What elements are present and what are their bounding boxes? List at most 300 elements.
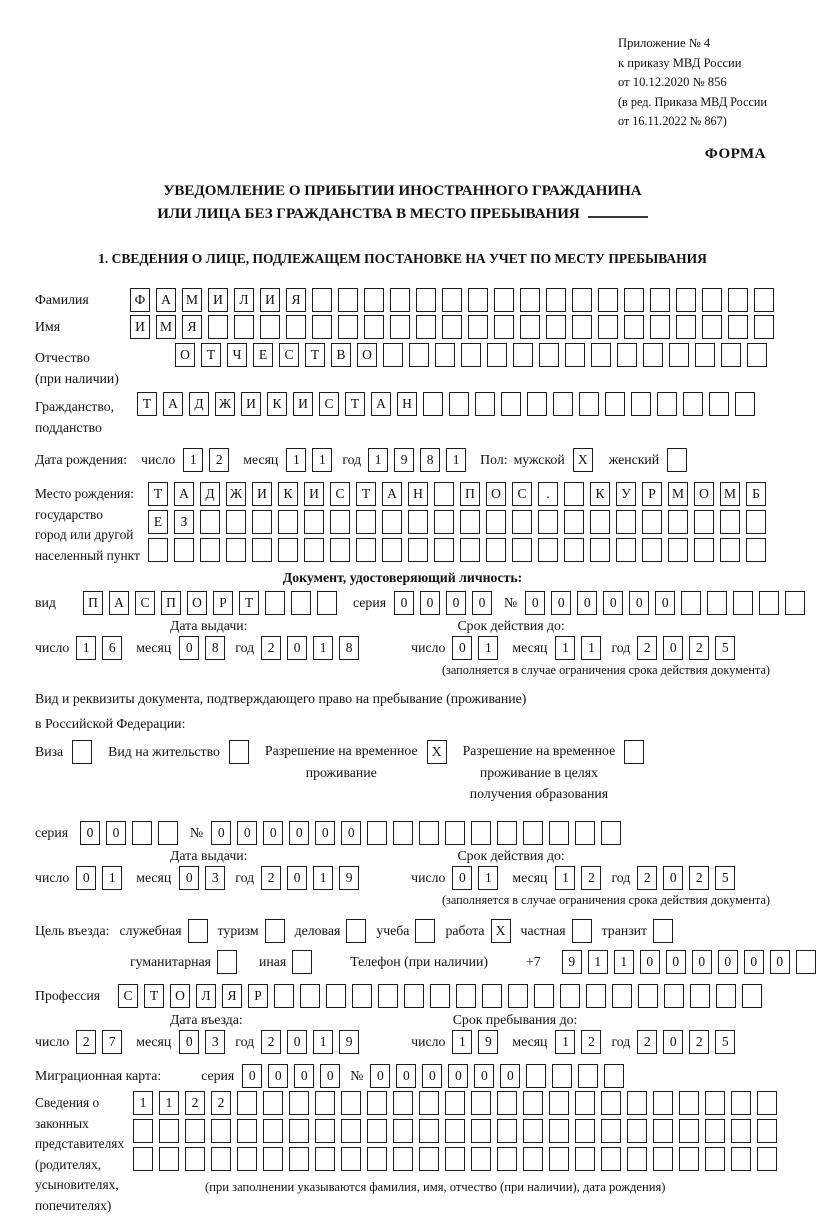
char-box[interactable]: 1 [478,866,498,890]
char-box[interactable] [460,510,480,534]
char-box[interactable] [404,984,424,1008]
char-box[interactable] [627,1091,647,1115]
char-box[interactable]: 1 [183,448,203,472]
char-box[interactable]: Л [196,984,216,1008]
char-box[interactable] [367,821,387,845]
char-box[interactable] [356,538,376,562]
char-box[interactable] [148,538,168,562]
char-box[interactable] [382,510,402,534]
char-box[interactable] [523,821,543,845]
char-box[interactable] [523,1091,543,1115]
char-box[interactable]: И [252,482,272,506]
char-box[interactable] [278,510,298,534]
char-box[interactable]: 1 [614,950,634,974]
char-box[interactable] [393,821,413,845]
char-box[interactable] [676,315,696,339]
char-box[interactable] [560,984,580,1008]
char-box[interactable] [601,1119,621,1143]
char-box[interactable] [733,591,753,615]
char-box[interactable]: 0 [525,591,545,615]
char-box[interactable] [731,1147,751,1171]
char-box[interactable]: 3 [205,1030,225,1054]
char-box[interactable]: 2 [261,636,281,660]
char-box[interactable] [237,1147,257,1171]
char-box[interactable]: 0 [663,636,683,660]
char-box[interactable]: 3 [205,866,225,890]
char-box[interactable]: И [293,392,313,416]
char-box[interactable]: Е [148,510,168,534]
char-box[interactable] [575,1119,595,1143]
char-box[interactable] [475,392,495,416]
char-box[interactable] [598,315,618,339]
char-box[interactable]: Я [286,288,306,312]
char-box[interactable] [229,740,249,764]
char-box[interactable] [461,343,481,367]
char-box[interactable] [393,1119,413,1143]
char-box[interactable] [226,510,246,534]
char-box[interactable] [546,288,566,312]
char-box[interactable]: X [491,919,511,943]
char-box[interactable] [552,1064,572,1088]
char-box[interactable]: С [319,392,339,416]
char-box[interactable] [631,392,651,416]
char-box[interactable] [513,343,533,367]
char-box[interactable] [572,919,592,943]
char-box[interactable]: М [668,482,688,506]
char-box[interactable] [575,821,595,845]
char-box[interactable]: А [371,392,391,416]
char-box[interactable] [728,315,748,339]
char-box[interactable]: 5 [715,866,735,890]
char-box[interactable]: 0 [692,950,712,974]
char-box[interactable] [326,984,346,1008]
char-box[interactable] [754,315,774,339]
char-box[interactable]: 0 [666,950,686,974]
char-box[interactable] [669,343,689,367]
char-box[interactable] [409,343,429,367]
char-box[interactable] [497,821,517,845]
char-box[interactable] [721,343,741,367]
char-box[interactable]: 8 [205,636,225,660]
char-box[interactable] [487,343,507,367]
char-box[interactable]: Д [189,392,209,416]
char-box[interactable]: 0 [106,821,126,845]
char-box[interactable] [408,510,428,534]
char-box[interactable] [419,821,439,845]
char-box[interactable] [274,984,294,1008]
char-box[interactable] [174,538,194,562]
char-box[interactable] [211,1119,231,1143]
char-box[interactable] [72,740,92,764]
char-box[interactable] [664,984,684,1008]
char-box[interactable]: 2 [689,636,709,660]
char-box[interactable]: 1 [102,866,122,890]
char-box[interactable]: . [538,482,558,506]
char-box[interactable] [757,1119,777,1143]
char-box[interactable]: М [720,482,740,506]
char-box[interactable] [705,1147,725,1171]
char-box[interactable] [512,510,532,534]
char-box[interactable] [668,538,688,562]
char-box[interactable] [720,538,740,562]
char-box[interactable]: 0 [474,1064,494,1088]
char-box[interactable] [728,288,748,312]
char-box[interactable] [356,510,376,534]
char-box[interactable] [286,315,306,339]
char-box[interactable] [643,343,663,367]
char-box[interactable] [512,538,532,562]
char-box[interactable] [415,919,435,943]
char-box[interactable] [539,343,559,367]
char-box[interactable]: С [330,482,350,506]
char-box[interactable] [538,538,558,562]
char-box[interactable] [434,538,454,562]
char-box[interactable]: X [427,740,447,764]
char-box[interactable] [549,821,569,845]
char-box[interactable] [486,510,506,534]
char-box[interactable] [158,821,178,845]
char-box[interactable] [315,1091,335,1115]
char-box[interactable] [133,1119,153,1143]
char-box[interactable]: 8 [420,448,440,472]
char-box[interactable]: 1 [555,866,575,890]
char-box[interactable] [364,315,384,339]
char-box[interactable]: 0 [80,821,100,845]
char-box[interactable] [289,1119,309,1143]
char-box[interactable]: 0 [320,1064,340,1088]
char-box[interactable] [289,1091,309,1115]
char-box[interactable] [590,510,610,534]
char-box[interactable]: 0 [446,591,466,615]
char-box[interactable] [650,288,670,312]
char-box[interactable] [494,288,514,312]
char-box[interactable]: 0 [472,591,492,615]
char-box[interactable]: В [331,343,351,367]
char-box[interactable]: Р [642,482,662,506]
char-box[interactable] [263,1119,283,1143]
char-box[interactable]: Т [345,392,365,416]
char-box[interactable]: Т [201,343,221,367]
char-box[interactable] [159,1147,179,1171]
char-box[interactable]: 5 [715,1030,735,1054]
char-box[interactable] [553,392,573,416]
char-box[interactable]: А [109,591,129,615]
char-box[interactable]: К [267,392,287,416]
char-box[interactable] [605,392,625,416]
char-box[interactable] [352,984,372,1008]
char-box[interactable]: 0 [287,636,307,660]
char-box[interactable]: 2 [689,866,709,890]
char-box[interactable] [260,315,280,339]
char-box[interactable]: 0 [287,866,307,890]
char-box[interactable] [565,343,585,367]
char-box[interactable] [497,1091,517,1115]
char-box[interactable] [694,510,714,534]
char-box[interactable]: Т [305,343,325,367]
char-box[interactable] [650,315,670,339]
char-box[interactable] [482,984,502,1008]
char-box[interactable]: Р [248,984,268,1008]
char-box[interactable]: С [279,343,299,367]
char-box[interactable] [460,538,480,562]
char-box[interactable] [591,343,611,367]
char-box[interactable] [341,1091,361,1115]
char-box[interactable] [341,1119,361,1143]
char-box[interactable] [217,950,237,974]
char-box[interactable] [616,538,636,562]
char-box[interactable] [317,591,337,615]
char-box[interactable] [419,1147,439,1171]
char-box[interactable]: 0 [289,821,309,845]
char-box[interactable] [746,510,766,534]
char-box[interactable] [338,288,358,312]
char-box[interactable]: 1 [313,1030,333,1054]
char-box[interactable]: 0 [452,636,472,660]
char-box[interactable]: И [241,392,261,416]
char-box[interactable]: 0 [744,950,764,974]
char-box[interactable]: 0 [263,821,283,845]
char-box[interactable] [549,1147,569,1171]
char-box[interactable] [747,343,767,367]
char-box[interactable] [211,1147,231,1171]
char-box[interactable]: И [130,315,150,339]
char-box[interactable]: 1 [313,636,333,660]
char-box[interactable] [520,288,540,312]
char-box[interactable]: 0 [294,1064,314,1088]
char-box[interactable] [668,510,688,534]
char-box[interactable]: 0 [655,591,675,615]
char-box[interactable]: 0 [551,591,571,615]
char-box[interactable] [237,1119,257,1143]
char-box[interactable] [735,392,755,416]
char-box[interactable]: Ж [226,482,246,506]
char-box[interactable]: 1 [446,448,466,472]
char-box[interactable]: Н [397,392,417,416]
char-box[interactable]: 2 [185,1091,205,1115]
char-box[interactable] [705,1091,725,1115]
char-box[interactable] [746,538,766,562]
char-box[interactable] [598,288,618,312]
char-box[interactable]: 0 [640,950,660,974]
char-box[interactable] [435,343,455,367]
char-box[interactable]: 0 [770,950,790,974]
char-box[interactable]: У [616,482,636,506]
char-box[interactable]: К [590,482,610,506]
char-box[interactable]: 0 [629,591,649,615]
char-box[interactable] [159,1119,179,1143]
char-box[interactable]: Т [239,591,259,615]
char-box[interactable] [133,1147,153,1171]
char-box[interactable]: 0 [577,591,597,615]
char-box[interactable] [315,1119,335,1143]
char-box[interactable]: 0 [242,1064,262,1088]
char-box[interactable] [486,538,506,562]
char-box[interactable]: Л [234,288,254,312]
char-box[interactable]: X [573,448,593,472]
char-box[interactable] [445,1147,465,1171]
char-box[interactable] [705,1119,725,1143]
char-box[interactable]: Т [144,984,164,1008]
char-box[interactable]: А [163,392,183,416]
char-box[interactable]: 2 [689,1030,709,1054]
char-box[interactable] [653,1091,673,1115]
char-box[interactable]: 2 [637,636,657,660]
char-box[interactable] [419,1119,439,1143]
char-box[interactable]: 9 [394,448,414,472]
char-box[interactable] [601,1091,621,1115]
char-box[interactable] [200,510,220,534]
char-box[interactable]: 0 [341,821,361,845]
char-box[interactable] [226,538,246,562]
char-box[interactable]: З [174,510,194,534]
char-box[interactable] [449,392,469,416]
char-box[interactable] [707,591,727,615]
char-box[interactable]: О [694,482,714,506]
char-box[interactable] [423,392,443,416]
char-box[interactable] [564,538,584,562]
char-box[interactable]: О [175,343,195,367]
char-box[interactable] [549,1091,569,1115]
char-box[interactable] [234,315,254,339]
char-box[interactable]: 9 [562,950,582,974]
char-box[interactable] [754,288,774,312]
char-box[interactable]: И [208,288,228,312]
char-box[interactable] [523,1147,543,1171]
char-box[interactable]: 8 [339,636,359,660]
char-box[interactable] [312,288,332,312]
char-box[interactable]: 0 [179,866,199,890]
char-box[interactable] [508,984,528,1008]
char-box[interactable]: К [278,482,298,506]
char-box[interactable]: 0 [179,1030,199,1054]
char-box[interactable]: 0 [76,866,96,890]
char-box[interactable] [520,315,540,339]
char-box[interactable]: Ж [215,392,235,416]
char-box[interactable]: 1 [555,636,575,660]
char-box[interactable]: 1 [312,448,332,472]
char-box[interactable]: 2 [261,866,281,890]
char-box[interactable]: 2 [76,1030,96,1054]
char-box[interactable] [676,288,696,312]
char-box[interactable] [683,392,703,416]
char-box[interactable] [657,392,677,416]
char-box[interactable] [624,740,644,764]
char-box[interactable] [208,315,228,339]
char-box[interactable]: 9 [478,1030,498,1054]
char-box[interactable]: 0 [394,591,414,615]
char-box[interactable] [442,315,462,339]
char-box[interactable]: 0 [603,591,623,615]
char-box[interactable] [408,538,428,562]
char-box[interactable]: 0 [420,591,440,615]
char-box[interactable] [690,984,710,1008]
char-box[interactable] [383,343,403,367]
char-box[interactable] [720,510,740,534]
char-box[interactable] [601,821,621,845]
char-box[interactable] [289,1147,309,1171]
char-box[interactable]: 1 [588,950,608,974]
char-box[interactable] [367,1119,387,1143]
char-box[interactable]: Ч [227,343,247,367]
char-box[interactable] [434,510,454,534]
char-box[interactable] [526,1064,546,1088]
char-box[interactable]: 1 [313,866,333,890]
char-box[interactable] [338,315,358,339]
char-box[interactable] [579,392,599,416]
char-box[interactable]: 1 [76,636,96,660]
char-box[interactable]: 0 [211,821,231,845]
char-box[interactable] [694,538,714,562]
char-box[interactable]: С [118,984,138,1008]
char-box[interactable]: 1 [133,1091,153,1115]
char-box[interactable]: 0 [237,821,257,845]
char-box[interactable] [265,591,285,615]
char-box[interactable]: 2 [211,1091,231,1115]
char-box[interactable]: 2 [637,1030,657,1054]
char-box[interactable] [468,288,488,312]
char-box[interactable]: 0 [287,1030,307,1054]
char-box[interactable]: 5 [715,636,735,660]
char-box[interactable] [653,1119,673,1143]
char-box[interactable]: Т [148,482,168,506]
char-box[interactable] [679,1119,699,1143]
char-box[interactable]: 1 [478,636,498,660]
char-box[interactable] [679,1147,699,1171]
char-box[interactable] [575,1091,595,1115]
char-box[interactable]: О [187,591,207,615]
char-box[interactable] [549,1119,569,1143]
char-box[interactable] [527,392,547,416]
char-box[interactable] [346,919,366,943]
char-box[interactable] [341,1147,361,1171]
char-box[interactable] [653,919,673,943]
char-box[interactable]: 1 [555,1030,575,1054]
char-box[interactable] [702,315,722,339]
char-box[interactable]: О [170,984,190,1008]
char-box[interactable] [263,1091,283,1115]
char-box[interactable] [616,510,636,534]
char-box[interactable] [471,1119,491,1143]
char-box[interactable] [575,1147,595,1171]
char-box[interactable] [200,538,220,562]
char-box[interactable] [132,821,152,845]
char-box[interactable] [564,482,584,506]
char-box[interactable]: 2 [261,1030,281,1054]
char-box[interactable] [442,288,462,312]
char-box[interactable] [471,1147,491,1171]
char-box[interactable]: Е [253,343,273,367]
char-box[interactable]: 2 [637,866,657,890]
char-box[interactable]: 1 [452,1030,472,1054]
char-box[interactable] [292,950,312,974]
char-box[interactable]: П [460,482,480,506]
char-box[interactable]: П [83,591,103,615]
char-box[interactable] [382,538,402,562]
char-box[interactable]: 7 [102,1030,122,1054]
char-box[interactable]: 1 [286,448,306,472]
char-box[interactable] [330,510,350,534]
char-box[interactable] [546,315,566,339]
char-box[interactable]: 0 [315,821,335,845]
char-box[interactable] [378,984,398,1008]
char-box[interactable] [304,538,324,562]
char-box[interactable]: Р [213,591,233,615]
char-box[interactable]: 1 [368,448,388,472]
char-box[interactable]: 9 [339,866,359,890]
char-box[interactable] [456,984,476,1008]
char-box[interactable] [731,1091,751,1115]
char-box[interactable]: Я [222,984,242,1008]
